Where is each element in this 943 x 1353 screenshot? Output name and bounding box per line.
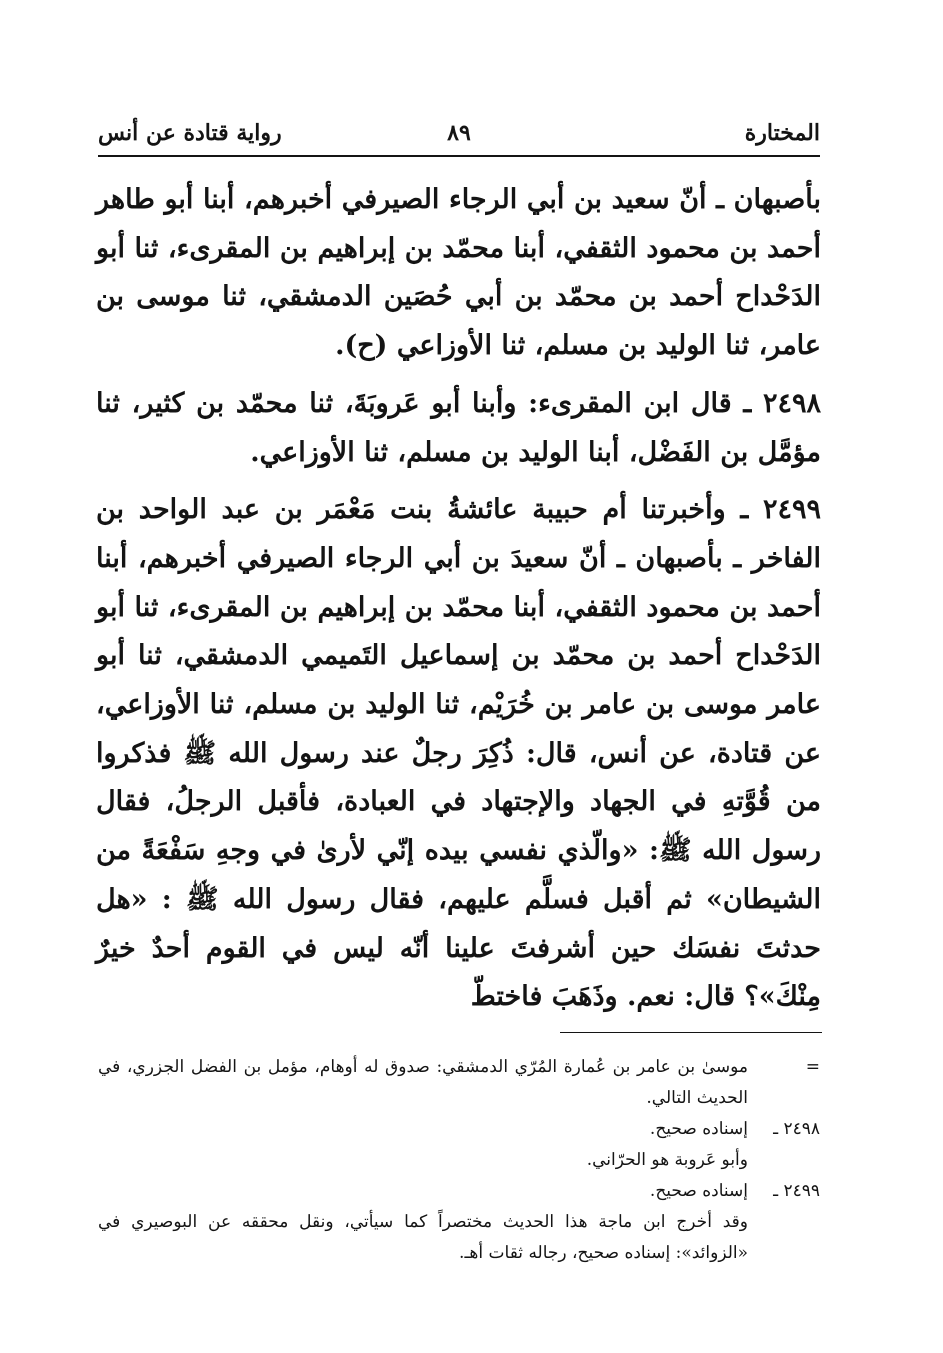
paragraph-text: ـ قال ابن المقرىء: وأبنا أبو عَروبَةَ، ثنا محمّد بن كثير، ثنا مؤمَّل بن الفَضْل، أبنا الوليد بن مسلم، ثنا الأوزاعي. (96, 387, 821, 468)
footnote (98, 1114, 820, 1145)
footnote-text: وأبو عَروبة هو الحرّاني. (586, 1150, 748, 1170)
paragraph-text: بأصبهان ـ أنّ سعيد بن أبي الرجاء الصيرفي أخبرهم، أبنا أبو طاهر أحمد بن محمود الثقفي، أبنا محمّد بن إبراهيم بن المقرىء، ثنا أبو الدَحْداح أحمد بن محمّد بن أبي حُصَين الدمشقي، ثنا موسى بن عامر، ثنا الوليد بن مسلم، ثنا الأوزاعي (ح). (96, 184, 821, 362)
footnote (98, 1145, 820, 1176)
page-number: ٨٩ (447, 120, 471, 146)
footnote (98, 1207, 820, 1269)
footnote-marker: ٢٤٩٨ ـ (773, 1119, 820, 1139)
page-header (98, 112, 820, 156)
footnotes (98, 1052, 820, 1269)
footnote (98, 1176, 820, 1207)
footnote-marker: ٢٤٩٩ ـ (773, 1181, 820, 1201)
book-title: المختارة (744, 120, 820, 146)
paragraph (96, 176, 821, 371)
paragraph (96, 380, 821, 477)
footnote-divider (560, 1032, 822, 1033)
footnote-marker: = (805, 1057, 820, 1077)
main-text (96, 176, 821, 1031)
paragraph-text: ـ وأخبرتنا أم حبيبة عائشةُ بنت مَعْمَر بن عبد الواحد بن الفاخر ـ بأصبهان ـ أنّ سعيدَ بن أبي الرجاء الصيرفي أخبرهم، أبنا أحمد بن محمود الثقفي، أبنا محمّد بن إبراهيم بن المقرىء، ثنا أبو الدَحْداح أحمد بن محمّد بن إسماعيل التَميمي الدمشقي، ثنا أبو عامر موسى بن عامر بن خُرَيْم، ثنا الوليد بن مسلم، ثنا الأوزاعي، عن قتادة، عن أنس، قال: ذُكِرَ رجلٌ عند رسول الله ﷺ فذكروا من قُوَّتهِ في الجهاد والإجتهاد في العبادة، فأقبل الرجلُ، فقال رسول الله ﷺ: «والّذي نفسي بيده إنّي لأرىٰ في وجهِ سَفْعَةً من الشيطان» ثم أقبل فسلَّم عليهم، فقال رسول الله ﷺ : «هل حدثتَ نفسَك حين أشرفتَ علينا أنّه ليس في القوم أحدٌ خيرٌ مِنْكَ»؟ قال: نعم. وذَهَبَ فاختطّ (96, 494, 821, 1013)
footnote-text: وقد أخرج ابن ماجة هذا الحديث مختصراً كما سيأتي، ونقل محققه عن البوصيري في «الزوائد»: إسناده صحيح، رجاله ثقات أهـ. (98, 1212, 748, 1263)
hadith-number: ٢٤٩٨ (762, 387, 821, 419)
footnote-text: إسناده صحيح. (649, 1119, 748, 1139)
hadith-number: ٢٤٩٩ (762, 494, 821, 526)
footnote-text: موسىٰ بن عامر بن عُمارة المُرّي الدمشقي: صدوق له أوهام، مؤمل بن الفضل الجزري، في الحديث التالي. (98, 1057, 748, 1108)
footnote-text: إسناده صحيح. (649, 1181, 748, 1201)
section-title: رواية قتادة عن أنس (98, 120, 282, 146)
paragraph (96, 486, 821, 1022)
footnote (98, 1052, 820, 1114)
header-divider (98, 155, 820, 157)
